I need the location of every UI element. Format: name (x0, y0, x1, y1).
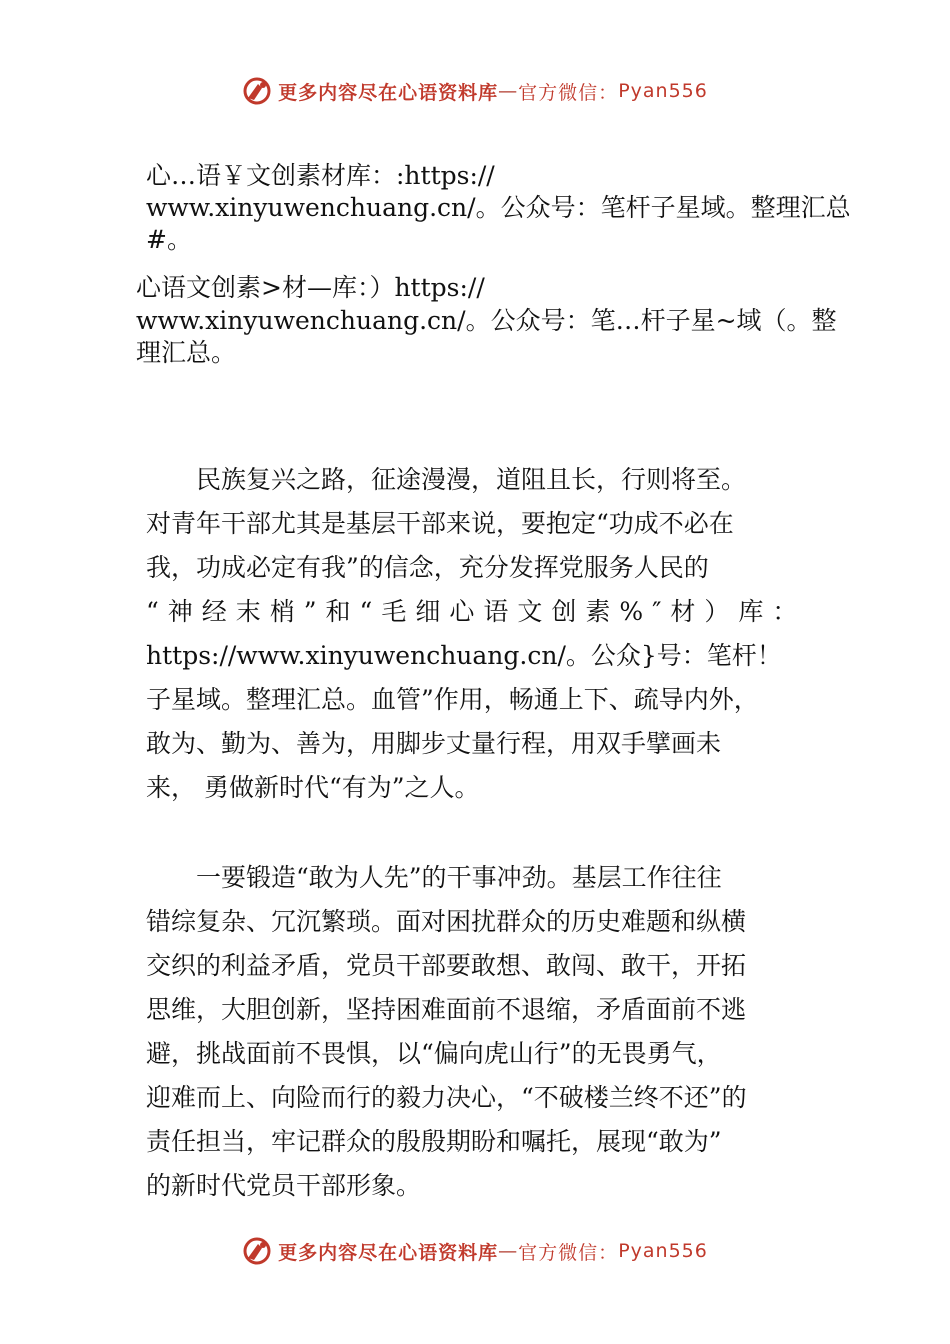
paragraph-2-line: 错综复杂、冗沉繁琐。面对困扰群众的历史难题和纵横 (146, 907, 747, 936)
source-1-line-1: 心…语￥文创素材库：:https:// (146, 161, 495, 190)
paragraph-2-line: 思维，大胆创新，坚持困难面前不退缩，矛盾面前不逃 (146, 995, 747, 1024)
paragraph-1-line: https://www.xinyuwenchuang.cn/。公众}号：笔杆！ (146, 641, 782, 670)
banner-wechat-id: Pyan556 (618, 80, 708, 102)
banner-wechat-label: 官方微信： (518, 81, 619, 104)
brand-logo-icon (242, 76, 272, 106)
banner-separator: — (498, 1240, 519, 1262)
paragraph-2-line: 一要锻造“敢为人先”的干事冲劲。基层工作往往 (146, 863, 722, 892)
paragraph-2-line: 避，挑战面前不畏惧，以“偏向虎山行”的无畏勇气， (146, 1039, 722, 1068)
banner-separator: — (498, 80, 519, 102)
paragraph-2-line: 迎难而上、向险而行的毅力决心，“不破楼兰终不还”的 (146, 1083, 747, 1112)
source-1-line-2: www.xinyuwenchuang.cn/。公众号：笔杆子星域。整理汇总 (146, 193, 851, 222)
paragraph-1-line: 民族复兴之路，征途漫漫，道阻且长，行则将至。 (146, 465, 747, 494)
paragraph-1-line: 敢为、勤为、善为，用脚步丈量行程，用双手擘画未 (146, 729, 722, 758)
banner-wechat-label: 官方微信： (518, 1241, 619, 1264)
paragraph-2-line: 交织的利益矛盾，党员干部要敢想、敢闯、敢干，开拓 (146, 951, 747, 980)
paragraph-1-line: 对青年干部尤其是基层干部来说，要抱定“功成不必在 (146, 509, 734, 538)
paragraph-1-line: 来， 勇做新时代“有为”之人。 (146, 773, 480, 802)
footer-banner (0, 1236, 950, 1266)
paragraph-1-line: “神经末梢”和“毛细心语文创素%″材）库： (146, 597, 807, 626)
paragraph-1-line: 我，功成必定有我”的信念，充分发挥党服务人民的 (146, 553, 709, 582)
banner-wechat-id: Pyan556 (618, 1240, 708, 1262)
paragraph-1-line: 子星域。整理汇总。血管”作用，畅通上下、疏导内外， (146, 685, 759, 714)
source-2-line-2: www.xinyuwenchuang.cn/。公众号：笔…杆子星~域（。整 (136, 306, 837, 335)
paragraph-1 (146, 458, 806, 810)
source-2-line-1: 心语文创素>材—库：）https:// (136, 273, 485, 302)
header-banner (0, 76, 950, 106)
paragraph-2 (146, 856, 747, 1208)
source-1-line-3: #。 (146, 225, 192, 254)
banner-text: 更多内容尽在心语资料库 (278, 1241, 499, 1264)
paragraph-2-line: 责任担当，牢记群众的殷殷期盼和嘱托，展现“敢为” (146, 1127, 722, 1156)
brand-logo-icon (242, 1236, 272, 1266)
banner-text: 更多内容尽在心语资料库 (278, 81, 499, 104)
source-2-line-3: 理汇总。 (136, 338, 237, 367)
paragraph-2-line: 的新时代党员干部形象。 (146, 1171, 422, 1200)
